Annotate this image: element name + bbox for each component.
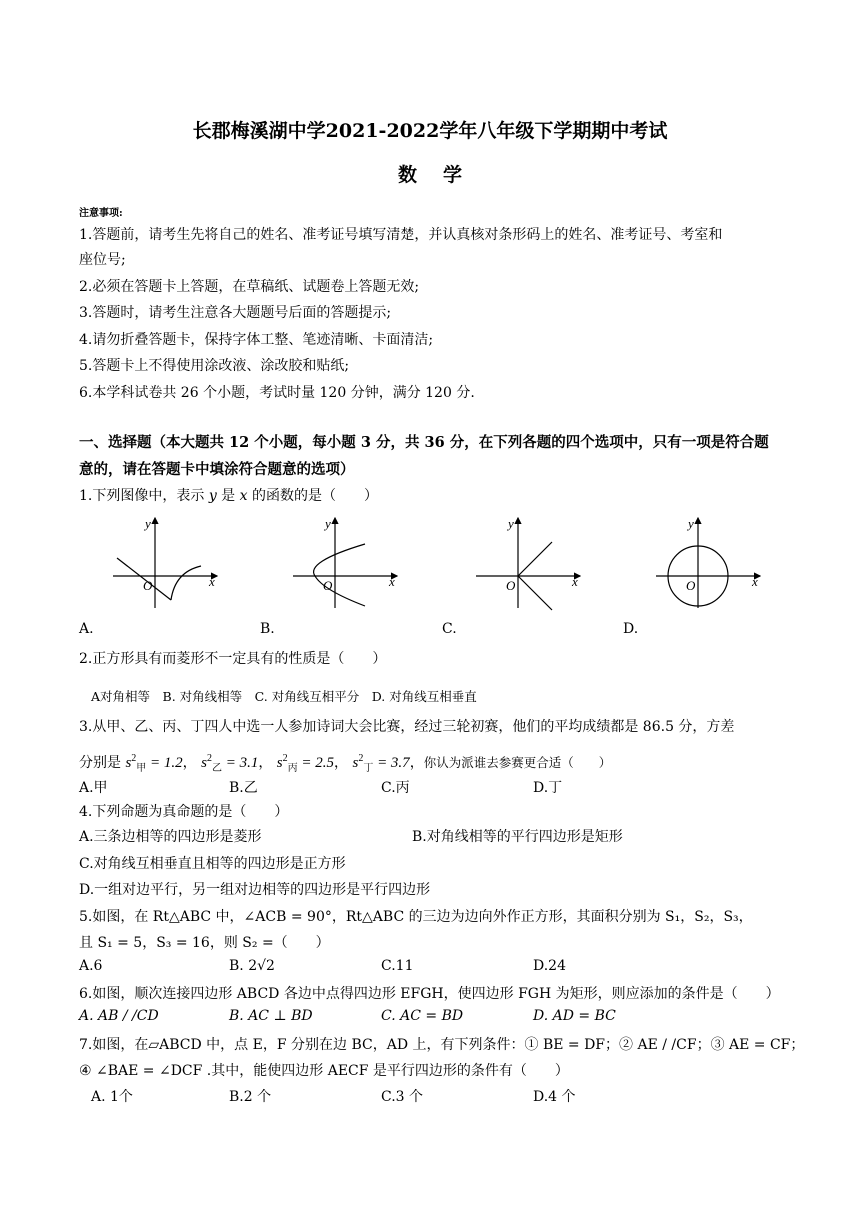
origin-label: O	[506, 578, 516, 593]
exam-title: 长郡梅溪湖中学2021-2022学年八年级下学期期中考试	[192, 120, 668, 142]
note-6: 6.本学科试卷共 26 个小题，考试时量 120 分钟，满分 120 分.	[79, 385, 475, 401]
q3-option-d[interactable]: D.丁	[533, 780, 563, 796]
q5-stem-line2: 且 S₁ = 5，S₃ = 16，则 S₂ =（ ）	[79, 935, 330, 951]
note-5: 5.答题卡上不得使用涂改液、涂改胶和贴纸;	[79, 358, 350, 374]
q4-option-c[interactable]: C.对角线互相垂直且相等的四边形是正方形	[79, 856, 346, 872]
q3-option-b[interactable]: B.乙	[229, 780, 258, 796]
graph-d	[648, 510, 768, 610]
q2-options[interactable]: A对角相等 B. 对角线相等 C. 对角线互相平分 D. 对角线互相垂直	[91, 689, 477, 704]
q5-option-b[interactable]: B. 2√2	[229, 958, 275, 974]
q1-option-a[interactable]: A.	[79, 621, 94, 637]
q7-option-d[interactable]: D.4 个	[533, 1089, 576, 1105]
axis-y-label: y	[688, 516, 694, 531]
q4-option-d[interactable]: D.一组对边平行，另一组对边相等的四边形是平行四边形	[79, 882, 431, 898]
origin-label: O	[686, 578, 696, 593]
q6-stem: 6.如图，顺次连接四边形 ABCD 各边中点得四边形 EFGH，使四边形 FGH 为矩形，则应添加的条件是（ ）	[79, 986, 780, 1002]
axis-x-label: x	[572, 574, 578, 589]
q6-option-c[interactable]: C. AC = BD	[381, 1008, 464, 1024]
q5-option-c[interactable]: C.11	[381, 958, 414, 974]
axis-y-label: y	[325, 516, 331, 531]
q3-option-a[interactable]: A.甲	[79, 780, 108, 796]
q3-stem-line1: 3.从甲、乙、丙、丁四人中选一人参加诗词大会比赛，经过三轮初赛，他们的平均成绩都是 86.5 分，方差	[79, 719, 735, 735]
q1-option-b[interactable]: B.	[260, 621, 275, 637]
q7-option-b[interactable]: B.2 个	[229, 1089, 272, 1105]
note-4: 4.请勿折叠答题卡，保持字体工整、笔迹清晰、卡面清洁;	[79, 332, 434, 348]
q5-option-d[interactable]: D.24	[533, 958, 566, 974]
notes-heading: 注意事项:	[79, 208, 123, 219]
q5-option-a[interactable]: A.6	[79, 958, 103, 974]
variance-ding: $s^2_丁 = 3.7$	[352, 753, 410, 774]
q7-option-c[interactable]: C.3 个	[381, 1089, 424, 1105]
q3-option-c[interactable]: C.丙	[381, 780, 410, 796]
variance-yi: $s^2_乙 = 3.1$	[201, 753, 259, 774]
graph-c	[468, 510, 588, 610]
axis-y-label: y	[508, 516, 514, 531]
q6-option-b[interactable]: B. AC ⊥ BD	[229, 1008, 313, 1024]
q3-stem-line2: 分别是 $s^2_甲 = 1.2$， $s^2_乙 = 3.1$， $s^2_丙 = 2.5$， $s^2_丁 = 3.7$，你认为派谁去参赛更合适（ ）	[79, 753, 612, 774]
q2-stem: 2.正方形具有而菱形不一定具有的性质是（ ）	[79, 651, 387, 667]
variance-bing: $s^2_丙 = 2.5$	[276, 753, 335, 774]
q5-stem-line1: 5.如图，在 Rt△ABC 中，∠ACB = 90°，Rt△ABC 的三边为边向外作正方形，其面积分别为 S₁，S₂，S₃，	[79, 909, 753, 925]
graph-b	[285, 510, 405, 610]
graph-a	[105, 510, 225, 610]
note-2: 2.必须在答题卡上答题，在草稿纸、试题卷上答题无效;	[79, 279, 420, 295]
q4-option-a[interactable]: A.三条边相等的四边形是菱形	[79, 829, 262, 845]
axis-x-label: x	[389, 574, 395, 589]
q7-stem-line2: ④ ∠BAE = ∠DCF .其中，能使四边形 AECF 是平行四边形的条件有（ ）	[79, 1063, 569, 1079]
section-heading-line2: 意的，请在答题卡中填涂符合题意的选项）	[79, 461, 355, 478]
q1-option-d[interactable]: D.	[623, 621, 639, 637]
q1-stem: 1.下列图像中，表示 y 是 x 的函数的是（ ）	[79, 488, 378, 504]
origin-label: O	[143, 578, 153, 593]
q6-option-d[interactable]: D. AD = BC	[533, 1008, 616, 1024]
q6-option-a[interactable]: A. AB / /CD	[79, 1008, 159, 1024]
subject-title: 数学	[397, 164, 488, 186]
axis-y-label: y	[145, 516, 151, 531]
variance-jia: $s^2_甲 = 1.2$	[125, 753, 183, 774]
q1-option-c[interactable]: C.	[442, 621, 457, 637]
axis-x-label: x	[209, 574, 215, 589]
q7-option-a[interactable]: A. 1个	[91, 1089, 133, 1105]
q4-option-b[interactable]: B.对角线相等的平行四边形是矩形	[412, 829, 623, 845]
q4-stem: 4.下列命题为真命题的是（ ）	[79, 804, 289, 820]
note-1: 1.答题前，请考生先将自己的姓名、准考证号填写清楚，并认真核对条形码上的姓名、准考证号、考室和	[79, 227, 723, 243]
note-1-cont: 座位号;	[79, 252, 126, 268]
origin-label: O	[323, 578, 333, 593]
note-3: 3.答题时，请考生注意各大题题号后面的答题提示;	[79, 305, 392, 321]
section-heading-line1: 一、选择题（本大题共 12 个小题，每小题 3 分，共 36 分，在下列各题的四个选项中，只有一项是符合题	[79, 434, 769, 451]
q7-stem-line1: 7.如图，在▱ABCD 中，点 E，F 分别在边 BC，AD 上，有下列条件：① BE = DF；② AE / /CF；③ AE = CF；	[79, 1037, 805, 1053]
axis-x-label: x	[752, 574, 758, 589]
